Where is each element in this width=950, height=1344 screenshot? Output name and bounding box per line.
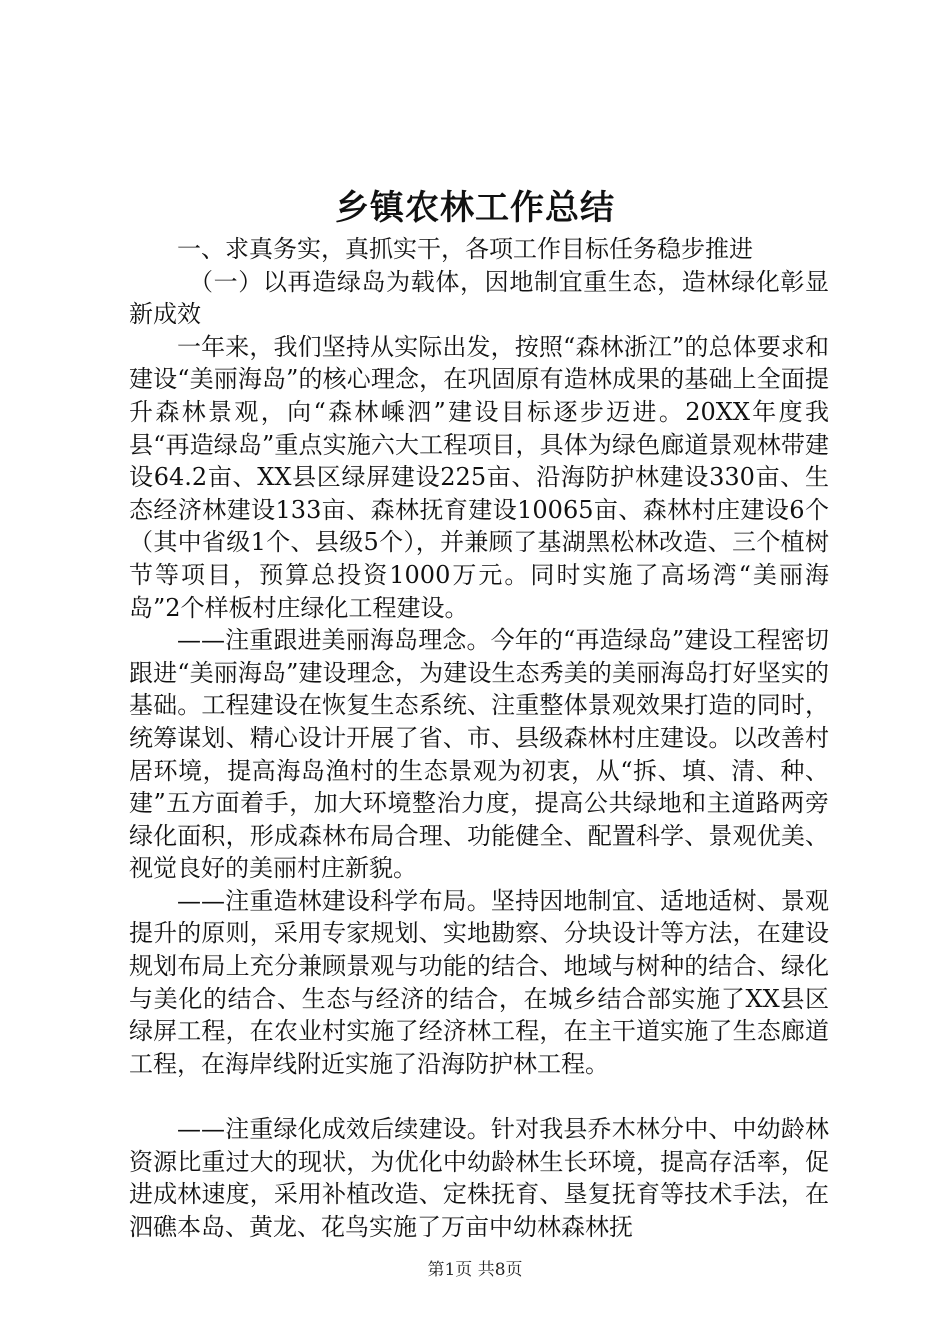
section-heading: 一、求真务实，真抓实干，各项工作目标任务稳步推进 xyxy=(177,235,753,263)
document-body xyxy=(129,233,829,1243)
subsection-heading: （一）以再造绿岛为载体，因地制宜重生态，造林绿化彰显新成效 xyxy=(129,267,829,329)
body-paragraph: ——注重绿化成效后续建设。针对我县乔木林分中、中幼龄林资源比重过大的现状，为优化中幼龄林生长环境，提高存活率，促进成林速度，采用补植改造、定株抚育、垦复抚育等技术手法，在泗礁本岛、黄龙、花鸟实施了万亩中幼林森林抚 xyxy=(129,1115,829,1241)
page-number-footer: 第1页 共8页 xyxy=(427,1260,523,1280)
document-title: 乡镇农林工作总结 xyxy=(335,188,615,228)
body-paragraph: 一年来，我们坚持从实际出发，按照“森林浙江”的总体要求和建设“美丽海岛”的核心理念，在巩固原有造林成果的基础上全面提升森林景观，向“森林嵊泗”建设目标逐步迈进。20XX年度我县“再造绿岛”重点实施六大工程项目，具体为绿色廊道景观林带建设64.2亩、XX县区绿屏建设225亩、沿海防护林建设330亩、生态经济林建设133亩、森林抚育建设10065亩、森林村庄建设6个（其中省级1个、县级5个），并兼顾了基湖黑松林改造、三个植树节等项目，预算总投资1000万元。同时实施了高场湾“美丽海岛”2个样板村庄绿化工程建设。 xyxy=(129,332,829,622)
body-paragraph: ——注重造林建设科学布局。坚持因地制宜、适地适树、景观提升的原则，采用专家规划、实地勘察、分块设计等方法，在建设规划布局上充分兼顾景观与功能的结合、地域与树种的结合、绿化与美化的结合、生态与经济的结合，在城乡结合部实施了XX县区绿屏工程，在农业村实施了经济林工程，在主干道实施了生态廊道工程，在海岸线附近实施了沿海防护林工程。 xyxy=(129,886,829,1078)
body-paragraph: ——注重跟进美丽海岛理念。今年的“再造绿岛”建设工程密切跟进“美丽海岛”建设理念，为建设生态秀美的美丽海岛打好坚实的基础。工程建设在恢复生态系统、注重整体景观效果打造的同时，统筹谋划、精心设计开展了省、市、县级森林村庄建设。以改善村居环境，提高海岛渔村的生态景观为初衷，从“拆、填、清、种、建”五方面着手，加大环境整治力度，提高公共绿地和主道路两旁绿化面积，形成森林布局合理、功能健全、配置科学、景观优美、视觉良好的美丽村庄新貌。 xyxy=(129,626,829,883)
